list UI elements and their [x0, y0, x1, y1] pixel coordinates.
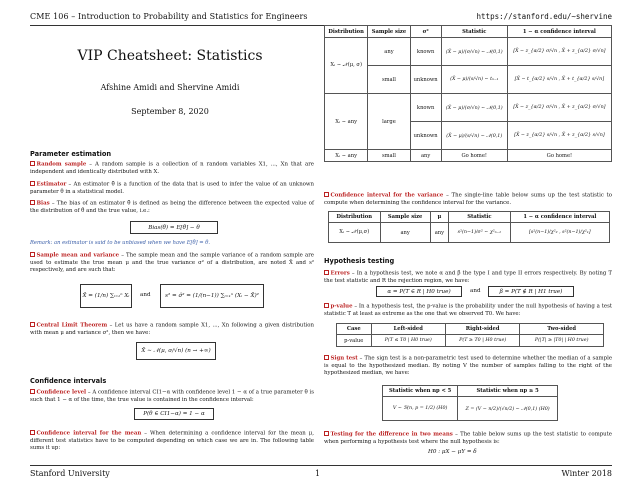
- difference-means-text: – The table below sums up the test statistic to compute when performing a hypothesis test where the null hypothesis is:: [324, 431, 612, 445]
- random-sample-paragraph: [30, 161, 314, 176]
- difference-means-keyword: Testing for the difference in two means: [330, 431, 453, 438]
- page-header: [30, 12, 612, 26]
- confidence-level-paragraph: [30, 389, 314, 404]
- section-confidence-intervals: Confidence intervals: [30, 377, 107, 385]
- table-cell: Xᵢ ∼ any: [325, 94, 368, 150]
- bullet-square-icon: [30, 181, 35, 186]
- pvalue-keyword: p-value: [330, 303, 353, 310]
- alpha-formula: α = P(T ∈ R | H0 true): [376, 286, 462, 297]
- table-cell: [X̄ − z_{α/2} σ/√n , X̄ + z_{α/2} σ/√n]: [507, 38, 611, 66]
- ci-variance-keyword: Confidence interval for the variance: [330, 192, 444, 199]
- clt-formula: X̄ ∼ 𝒩(μ, σ/√n) (n → +∞): [136, 342, 216, 360]
- bullet-square-icon: [324, 303, 329, 308]
- table-cell: known: [410, 38, 441, 66]
- table-header: Sample size: [368, 26, 410, 38]
- section-parameter-estimation: Parameter estimation: [30, 150, 112, 158]
- clt-text: – Let us have a random sample X1, ..., Xn following a given distribution with mean μ and variance σ², then we have:: [30, 322, 314, 336]
- unbiased-remark: Remark: an estimator is said to be unbiased when we have E[θ̂] = θ.: [30, 240, 211, 246]
- table-cell: P(T ≤ T0 | H0 true): [371, 335, 445, 347]
- sign-test-paragraph: [324, 355, 612, 378]
- table-header: Statistic: [441, 26, 507, 38]
- table-cell: any: [430, 223, 448, 243]
- random-sample-text: – A random sample is a collection of n random variables X1, ..., Xn that are independent and identically distributed with X.: [30, 161, 314, 175]
- confidence-level-text: – A confidence interval CI1−α with confidence level 1 − α of a true parameter θ is such that 1 − α of the time, the true value is contained in the confidence interval:: [30, 389, 314, 403]
- errors-paragraph: [324, 270, 612, 285]
- errors-text: – In a hypothesis test, we note α and β the type I and type II errors respectively. By noting T the test statistic and R the rejection region, we have:: [324, 270, 612, 284]
- table-cell: Xᵢ ∼ 𝒩(μ,σ): [329, 223, 381, 243]
- ci-mean-table: [324, 25, 612, 162]
- table-header: μ: [430, 212, 448, 223]
- table-header: σ²: [410, 26, 441, 38]
- bullet-square-icon: [324, 431, 329, 436]
- confidence-level-formula: P(θ ∈ CI1−α) = 1 − α: [134, 408, 214, 420]
- table-cell: P(|T| ≥ |T0| | H0 true): [520, 335, 604, 347]
- bullet-square-icon: [30, 389, 35, 394]
- beta-formula: β = P(T ∉ R | H1 true): [488, 286, 574, 297]
- bias-text: – The bias of an estimator θ̂ is defined as being the difference between the expected value of the distribution of θ̂ and the true value, i.e.:: [30, 200, 314, 214]
- table-cell: [X̄ − t_{α/2} s/√n , X̄ + t_{α/2} s/√n]: [507, 66, 611, 94]
- bullet-square-icon: [30, 252, 35, 257]
- page-title: VIP Cheatsheet: Statistics: [77, 48, 263, 64]
- ci-variance-text: – The single-line table below sums up the test statistic to compute when determining the confidence interval for the variance.: [324, 192, 612, 206]
- table-cell: V ∼ ℬ(n, p = 1/2) (H0): [383, 397, 458, 421]
- bullet-square-icon: [30, 430, 35, 435]
- table-header: Right-sided: [445, 324, 519, 335]
- table-header: Statistic when np < 5: [383, 386, 458, 397]
- ci-variance-table: [328, 211, 610, 243]
- table-header: Statistic when np ≥ 5: [458, 386, 558, 397]
- footer-university: Stanford University: [30, 469, 110, 478]
- table-cell: small: [368, 66, 410, 94]
- sign-test-table: [382, 385, 558, 421]
- table-cell: large: [368, 94, 410, 150]
- table-cell: any: [380, 223, 430, 243]
- bias-keyword: Bias: [36, 200, 50, 207]
- table-header: Sample size: [380, 212, 430, 223]
- bullet-square-icon: [324, 355, 329, 360]
- table-cell: small: [368, 150, 410, 162]
- null-hypothesis-formula: H0 : μX − μY = δ: [428, 449, 477, 455]
- section-hypothesis-testing: Hypothesis testing: [324, 257, 395, 265]
- table-cell: (X̄ − μ)/(s/√n) ∼ 𝒩(0,1): [441, 122, 507, 150]
- table-cell: (X̄ − μ)/(σ/√n) ∼ 𝒩(0,1): [441, 94, 507, 122]
- table-cell: unknown: [410, 122, 441, 150]
- table-cell: (X̄ − μ)/(s/√n) ∼ tₙ₋₁: [441, 66, 507, 94]
- table-cell: Xᵢ ∼ 𝒩(μ, σ): [325, 38, 368, 94]
- page-footer: [30, 465, 612, 479]
- random-sample-keyword: Random sample: [36, 161, 87, 168]
- table-cell: [s²(n−1)/χ²₂ , s²(n−1)/χ²₁]: [510, 223, 609, 243]
- and-label: and: [470, 288, 481, 294]
- estimator-paragraph: [30, 181, 314, 196]
- footer-term: Winter 2018: [561, 469, 612, 478]
- and-label: and: [140, 292, 151, 298]
- bullet-square-icon: [30, 161, 35, 166]
- page-number: 1: [315, 469, 321, 478]
- header-course: CME 106 – Introduction to Probability and Statistics for Engineers: [30, 12, 308, 21]
- bullet-square-icon: [30, 322, 35, 327]
- table-header: Distribution: [325, 26, 368, 38]
- clt-keyword: Central Limit Theorem: [36, 322, 108, 329]
- pvalue-table: [336, 323, 604, 347]
- table-header: Left-sided: [371, 324, 445, 335]
- estimator-text: – An estimator θ̂ is a function of the data that is used to infer the value of an unknown parameter θ in a statistical model.: [30, 181, 314, 195]
- table-cell: Go home!: [441, 150, 507, 162]
- table-header: Two-sided: [520, 324, 604, 335]
- ci-variance-paragraph: [324, 192, 612, 207]
- bullet-square-icon: [324, 192, 329, 197]
- table-cell: [X̄ − z_{α/2} σ/√n , X̄ + z_{α/2} σ/√n]: [507, 94, 611, 122]
- table-header: Case: [337, 324, 372, 335]
- ci-mean-paragraph: [30, 430, 314, 453]
- date: September 8, 2020: [131, 107, 209, 116]
- bullet-square-icon: [324, 270, 329, 275]
- table-cell: P(T ≥ T0 | H0 true): [445, 335, 519, 347]
- difference-means-paragraph: [324, 431, 612, 446]
- estimator-keyword: Estimator: [36, 181, 67, 188]
- table-cell: s²(n−1)/σ² ∼ χ²ₙ₋₁: [449, 223, 511, 243]
- clt-paragraph: [30, 322, 314, 337]
- table-header: Distribution: [329, 212, 381, 223]
- sign-test-keyword: Sign test: [330, 355, 358, 362]
- table-cell: [X̄ − z_{α/2} s/√n , X̄ + z_{α/2} s/√n]: [507, 122, 611, 150]
- confidence-level-keyword: Confidence level: [36, 389, 87, 396]
- table-cell: any: [410, 150, 441, 162]
- table-header: 1 − α confidence interval: [510, 212, 609, 223]
- sample-mean-formula: X̄ = (1/n) ∑ᵢ₌₁ⁿ Xᵢ: [80, 284, 132, 308]
- sample-variance-formula: s² = σ̂² = (1/(n−1)) ∑ᵢ₌₁ⁿ (Xᵢ − X̄)²: [160, 284, 264, 308]
- bias-formula: Bias(θ̂) = E[θ̂] − θ: [130, 221, 218, 234]
- errors-keyword: Errors: [330, 270, 350, 277]
- sign-test-text: – The sign test is a non-parametric test used to determine whether the median of a sample is equal to the hypothesized median. By noting V the number of samples falling to the right of the hypothesized median, we have:: [324, 355, 613, 377]
- ci-mean-text: – When determining a confidence interval for the mean μ, different test statistics have to be computed depending on which case we are in. The following table sums it up:: [30, 430, 314, 452]
- table-cell: any: [368, 38, 410, 66]
- table-cell: p-value: [337, 335, 372, 347]
- table-cell: known: [410, 94, 441, 122]
- table-header: 1 − α confidence interval: [507, 26, 611, 38]
- table-cell: Go home!: [507, 150, 611, 162]
- sample-mean-variance-paragraph: [30, 252, 314, 275]
- ci-mean-keyword: Confidence interval for the mean: [36, 430, 142, 437]
- sample-mean-variance-keyword: Sample mean and variance: [36, 252, 120, 259]
- table-cell: Z = (V − n/2)/(√n/2) ∼ 𝒩(0,1) (H0): [458, 397, 558, 421]
- pvalue-text: – In a hypothesis test, the p-value is the probability under the null hypothesis of having a test statistic T at least as extreme as the one that we observed T0. We have:: [324, 303, 612, 317]
- header-url[interactable]: https://stanford.edu/~shervine: [476, 12, 612, 21]
- authors: Afshine Amidi and Shervine Amidi: [100, 83, 240, 92]
- table-cell: (X̄ − μ)/(σ/√n) ∼ 𝒩(0,1): [441, 38, 507, 66]
- table-cell: unknown: [410, 66, 441, 94]
- table-header: Statistic: [449, 212, 511, 223]
- table-cell: Xᵢ ∼ any: [325, 150, 368, 162]
- pvalue-paragraph: [324, 303, 612, 318]
- bullet-square-icon: [30, 200, 35, 205]
- sample-mean-variance-text: – The sample mean and the sample variance of a random sample are used to estimate the true mean μ and the true variance σ² of a distribution, are noted X̄ and s² respectively, and are such that:: [30, 252, 314, 274]
- bias-paragraph: [30, 200, 314, 215]
